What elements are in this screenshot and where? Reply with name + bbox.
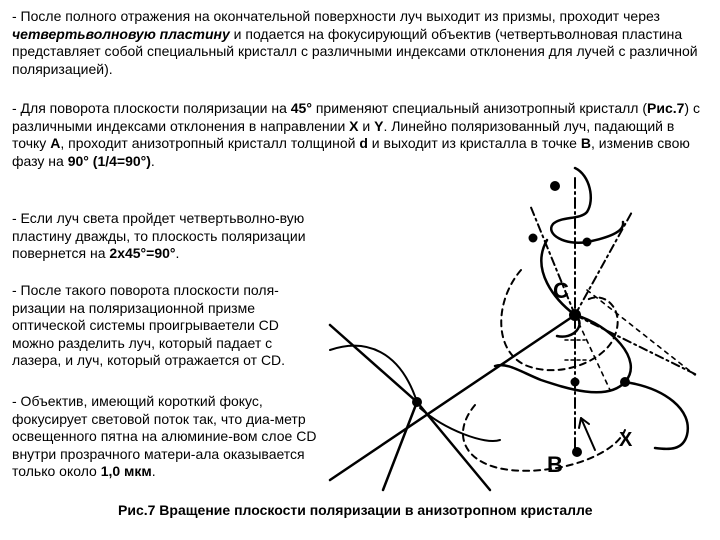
p2-text-9: .	[150, 152, 155, 169]
p2-text-4: и	[358, 117, 375, 134]
dash-line-mid	[575, 315, 610, 390]
point-top	[550, 181, 560, 191]
p2-bold-1: 45°	[290, 100, 312, 116]
beam-bottom-left	[383, 402, 417, 490]
cone-line-far-right	[575, 315, 697, 375]
p1-emphasis: четвертьволновую пластину	[12, 25, 230, 42]
p2-text-2: применяют специальный анизотропный кристалл (	[311, 100, 648, 116]
p2-bold-6: d	[359, 135, 368, 152]
p2-bold-8: 90° (1/4=90°)	[67, 152, 151, 169]
p3-bold: 2х45°=90°	[109, 245, 176, 262]
p3-text-start: - Если луч света пройдет четвертьволно-вую пластину дважды, то плоскость поляризации повернется на	[12, 210, 306, 262]
dashed-ellipse-lower	[463, 405, 625, 471]
p4-text: - После такого поворота плоскости поля-ризации на поляризационной призме оптической системы проигрываетели CD можно разделить луч, который падает с лазера, и луч, который отражается от CD.	[12, 282, 286, 369]
p2-bold-5: A	[50, 135, 61, 152]
inner-arc	[420, 408, 500, 441]
point-right	[620, 377, 630, 387]
paragraph-beam-separation	[12, 282, 322, 370]
helix-curve-bottom	[625, 382, 688, 449]
p3-text-end: .	[175, 245, 180, 262]
p5-text-end: .	[151, 463, 156, 480]
p2-text-1: - Для поворота плоскости поляризации на	[12, 100, 291, 116]
helix-curve-lower	[495, 315, 631, 392]
p2-text-3: ) с различными индексами отклонения в направлении	[12, 100, 700, 134]
figure-label-c: C	[553, 278, 569, 303]
p5-text-start: - Объектив, имеющий короткий фокус, фокусирует световой поток так, что диа-метр освещенного пятна на алюминие-вом слое CD внутри прозрачного матери-ала оказывается только около	[12, 393, 317, 480]
p5-bold: 1,0 мкм	[100, 463, 152, 480]
point-a	[569, 309, 581, 321]
diagonal-beam-long	[330, 315, 575, 480]
p2-bold-4: Y	[374, 117, 384, 134]
dash-line-right	[587, 290, 695, 375]
polarization-rotation-figure	[325, 150, 720, 495]
p1-text-start: - После полного отражения на окончательной поверхности луч выходит из призмы, проходит через	[12, 8, 660, 24]
point-b	[572, 447, 582, 457]
helix-curve-top	[551, 168, 623, 243]
figure-caption: Рис.7 Вращение плоскости поляризации в анизотропном кристалле	[118, 502, 593, 518]
point-mid	[571, 378, 580, 387]
p2-text-8: , изменив свою фазу на	[12, 135, 690, 169]
figure-label-b: B	[547, 452, 563, 477]
p2-text-5: . Линейно поляризованный луч, падающий в точку	[12, 117, 675, 152]
figure-label-x: X	[619, 429, 633, 451]
p2-bold-3: X	[349, 117, 359, 134]
point-left	[412, 397, 422, 407]
lower-arc	[330, 346, 417, 402]
p2-text-7: и выходит из кристалла в точке	[367, 135, 581, 152]
paragraph-objective-focus	[12, 393, 322, 481]
point-upper-left	[529, 234, 538, 243]
paragraph-quarter-wave-plate	[12, 8, 712, 78]
p2-bold-7: B	[580, 135, 591, 152]
p2-bold-2: Рис.7	[647, 100, 685, 116]
point-upper-right	[583, 238, 592, 247]
p2-text-6: , проходит анизотропный кристалл толщиной	[60, 135, 360, 152]
diagonal-beam-short	[330, 325, 417, 402]
paragraph-double-pass	[12, 210, 322, 263]
p1-text-end: и подается на фокусирующий объектив (четвертьволновая пластина представляет собой специальный кристалл с различными индексами отклонения для лучей с различной поляризацией).	[12, 25, 698, 77]
